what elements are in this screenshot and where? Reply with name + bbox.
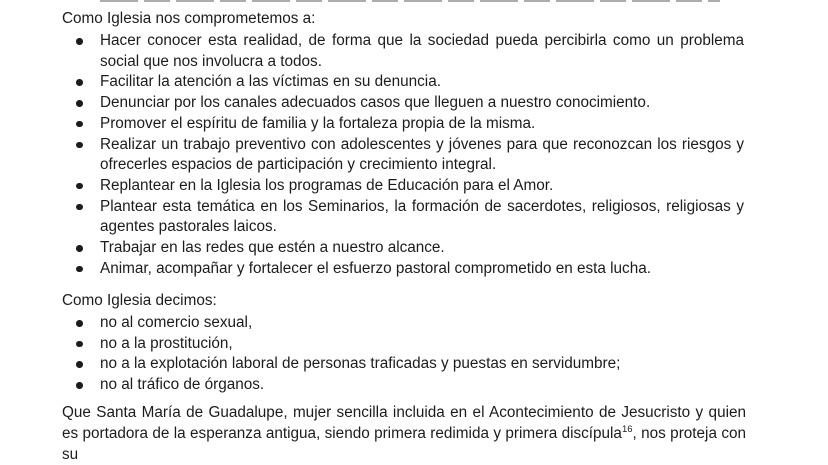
bullet-icon [76, 79, 83, 86]
cut-off-previous-line [0, 0, 828, 4]
declarations-list [0, 313, 828, 396]
bullet-icon [76, 204, 83, 211]
list-item [0, 31, 828, 72]
bullet-icon [76, 382, 83, 389]
list-item [0, 135, 828, 176]
list-item-text: no al comercio sexual, [100, 314, 253, 331]
list-item [0, 176, 828, 197]
commitments-heading: Como Iglesia nos comprometemos a: [62, 10, 316, 27]
list-item-text: Animar, acompañar y fortalecer el esfuerzo pastoral comprometido en esta lucha. [100, 259, 651, 277]
list-item [0, 259, 828, 280]
list-item-text: Facilitar la atención a las víctimas en su denuncia. [100, 73, 441, 91]
list-item-text: Plantear esta temática en los Seminarios, la formación de sacerdotes, religiosos, religiosas y agentes pastorales laicos. [100, 197, 744, 236]
closing-text: Que Santa María de Guadalupe, mujer sencilla incluida en el Acontecimiento de Jesucristo y quien es portadora de la esperanza antigua, siendo primera redimida y primera discípula [62, 404, 746, 442]
list-item [0, 313, 828, 334]
closing-paragraph [62, 402, 746, 465]
closing-text-continued: , nos proteja con su [62, 425, 746, 463]
bullet-icon [76, 183, 83, 190]
bullet-icon [76, 245, 83, 252]
bullet-icon [76, 142, 83, 149]
bullet-icon [76, 38, 83, 45]
bullet-icon [76, 100, 83, 107]
list-item-text: Promover el espíritu de familia y la fortaleza propia de la misma. [100, 114, 536, 132]
list-item-text: Trabajar en las redes que estén a nuestro alcance. [100, 239, 445, 257]
footnote-reference: 16 [621, 423, 633, 435]
commitments-list [0, 31, 828, 279]
list-item-text: no a la explotación laboral de personas traficadas y puestas en servidumbre; [100, 355, 621, 373]
list-item-text: Realizar un trabajo preventivo con adolescentes y jóvenes para que reconozcan los riesgos y ofrecerles espacios de participación y crecimiento integral. [100, 135, 744, 174]
bullet-icon [76, 361, 83, 368]
declarations-heading: Como Iglesia decimos: [62, 292, 217, 309]
list-item-text: Replantear en la Iglesia los programas de Educación para el Amor. [100, 176, 554, 194]
bullet-icon [76, 266, 83, 273]
list-item-text: no a la prostitución, [100, 334, 233, 352]
list-item-text: Hacer conocer esta realidad, de forma que la sociedad pueda percibirla como un problema social que nos involucra a todos. [100, 32, 744, 70]
list-item-text: Denunciar por los canales adecuados casos que lleguen a nuestro conocimiento. [100, 94, 651, 112]
list-item [0, 114, 828, 135]
bullet-icon [76, 121, 83, 128]
list-item-text: no al tráfico de órganos. [100, 376, 265, 394]
list-item [0, 72, 828, 93]
list-item [0, 354, 828, 375]
bullet-icon [76, 320, 83, 327]
bullet-icon [76, 341, 83, 348]
list-item [0, 197, 828, 238]
list-item [0, 375, 828, 396]
list-item [0, 334, 828, 355]
cut-off-text-fragment [100, 0, 720, 2]
list-item [0, 93, 828, 114]
list-item [0, 238, 828, 259]
